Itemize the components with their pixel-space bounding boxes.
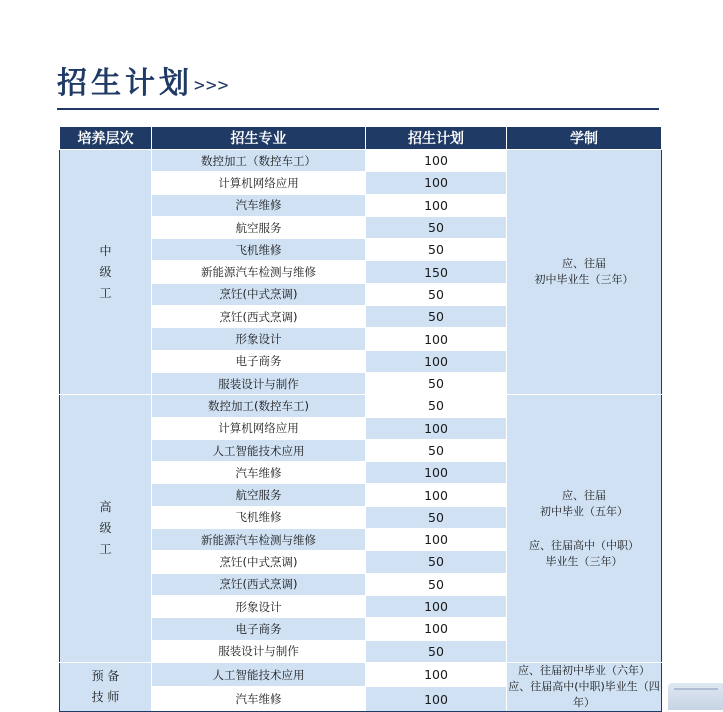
plan-count-cell: 50 [366,640,507,662]
major-cell: 航空服务 [152,484,366,506]
plan-count-cell: 100 [366,595,507,617]
plan-count-cell: 50 [366,306,507,328]
plan-count-cell: 50 [366,395,507,417]
duration-line: 应、往届高中（中职） [529,538,639,552]
plan-count-cell: 100 [366,462,507,484]
major-cell: 人工智能技术应用 [152,439,366,461]
plan-count-cell: 100 [366,194,507,216]
plan-count-cell: 50 [366,239,507,261]
title-divider [57,108,659,110]
plan-count-cell: 50 [366,283,507,305]
column-header-plan: 招生计划 [366,127,507,150]
major-cell: 汽车维修 [152,687,366,712]
major-cell: 烹饪(西式烹调) [152,306,366,328]
duration-line: 初中毕业生（三年） [534,273,634,287]
training-level-cell [60,150,152,395]
major-cell: 烹饪(中式烹调) [152,283,366,305]
duration-cell [507,150,662,395]
training-level-label: 中 级 工 [99,243,112,300]
major-cell: 人工智能技术应用 [152,662,366,687]
column-header-major: 招生专业 [152,127,366,150]
table-header-row [60,127,662,150]
duration-line [507,520,661,538]
major-cell: 电子商务 [152,618,366,640]
major-cell: 飞机维修 [152,506,366,528]
title-arrows-icon: >>> [194,75,230,96]
table-row [60,662,662,687]
plan-count-cell: 150 [366,261,507,283]
column-header-level: 培养层次 [60,127,152,150]
plan-count-cell: 100 [366,328,507,350]
table-row [60,150,662,172]
plan-count-cell: 50 [366,551,507,573]
plan-count-cell: 100 [366,172,507,194]
column-header-duration: 学制 [507,127,662,150]
major-cell: 航空服务 [152,216,366,238]
major-cell: 服装设计与制作 [152,640,366,662]
plan-count-cell: 50 [366,372,507,394]
plan-count-cell: 100 [366,350,507,372]
plan-count-cell: 50 [366,506,507,528]
major-cell: 数控加工(数控车工) [152,395,366,417]
training-level-label: 预 备 技 师 [91,668,120,704]
duration-line: 初中毕业（五年） [540,504,628,518]
major-cell: 新能源汽车检测与维修 [152,261,366,283]
major-cell: 计算机网络应用 [152,417,366,439]
table-body [60,150,662,712]
enrollment-plan-table [59,126,662,712]
duration-line: 应、往届 [562,488,606,502]
major-cell: 飞机维修 [152,239,366,261]
plan-count-cell: 50 [366,573,507,595]
plan-count-cell: 100 [366,484,507,506]
major-cell: 形象设计 [152,328,366,350]
duration-line: 应、往届高中(中职)毕业生（四年） [508,679,660,709]
major-cell: 计算机网络应用 [152,172,366,194]
duration-line: 毕业生（三年） [545,554,623,568]
major-cell: 数控加工（数控车工） [152,150,366,172]
plan-count-cell: 100 [366,687,507,712]
duration-cell [507,395,662,663]
plan-count-cell: 50 [366,439,507,461]
training-level-cell [60,662,152,711]
table-row [60,395,662,417]
major-cell: 烹饪(西式烹调) [152,573,366,595]
major-cell: 服装设计与制作 [152,372,366,394]
plan-count-cell: 100 [366,150,507,172]
training-level-cell [60,395,152,663]
plan-count-cell: 50 [366,216,507,238]
plan-count-cell: 100 [366,417,507,439]
duration-line: 应、往届 [562,257,606,271]
major-cell: 汽车维修 [152,194,366,216]
duration-line: 应、往届初中毕业（六年） [518,663,650,677]
major-cell: 新能源汽车检测与维修 [152,529,366,551]
plan-count-cell: 100 [366,529,507,551]
major-cell: 形象设计 [152,595,366,617]
duration-cell [507,662,662,711]
page-title: 招生计划 [57,66,193,101]
plan-count-cell: 100 [366,618,507,640]
training-level-label: 高 级 工 [99,500,112,557]
major-cell: 电子商务 [152,350,366,372]
decorative-corner-graphic [668,683,723,710]
major-cell: 汽车维修 [152,462,366,484]
plan-count-cell: 100 [366,662,507,687]
major-cell: 烹饪(中式烹调) [152,551,366,573]
